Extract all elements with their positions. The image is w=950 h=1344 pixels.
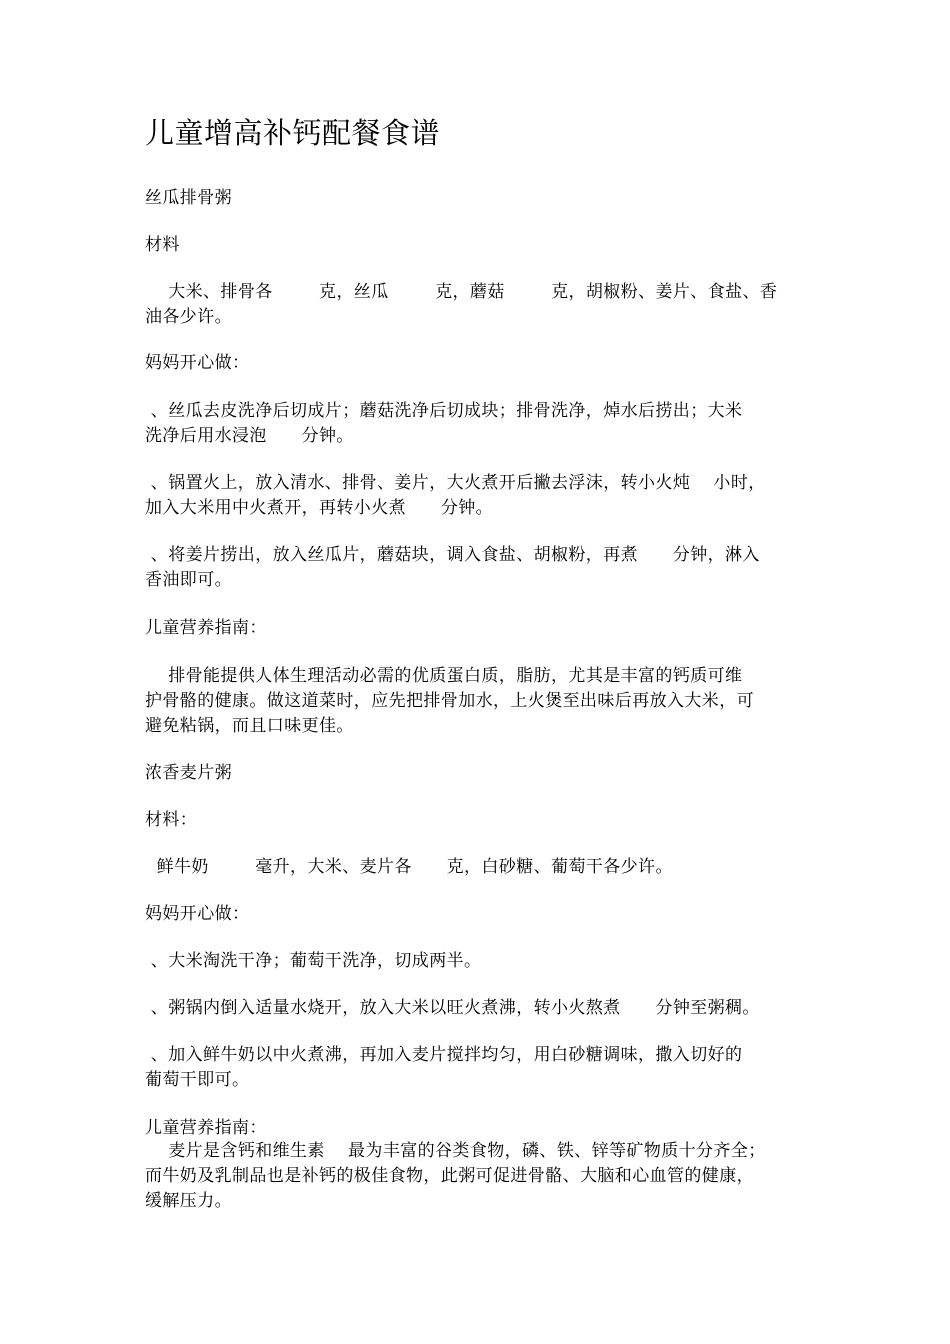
paragraph-line: 香油即可。 — [145, 570, 232, 590]
nutrition-guide-paragraph — [145, 1139, 810, 1214]
step-paragraph — [145, 949, 810, 974]
paragraph-line: 鲜牛奶 毫升，大米、麦片各 克，白砂糖、葡萄干各少许。 — [145, 857, 673, 877]
materials-heading: 材料： — [145, 810, 198, 830]
paragraph-line: 、粥锅内倒入适量水烧开，放入大米以旺火煮沸，转小火熬煮 分钟至粥稠。 — [145, 998, 760, 1018]
recipe-name: 丝瓜排骨粥 — [145, 188, 232, 208]
paragraph-line: 、丝瓜去皮洗净后切成片；蘑菇洗净后切成块；排骨洗净，焯水后捞出；大米 — [145, 401, 743, 421]
paragraph-line: 护骨骼的健康。做这道菜时，应先把排骨加水，上火煲至出味后再放入大米，可 — [145, 691, 754, 711]
paragraph-line: 避免粘锅，而且口味更佳。 — [145, 716, 354, 736]
nutrition-guide-heading: 儿童营养指南： — [145, 1118, 267, 1138]
document-title: 儿童增高补钙配餐食谱 — [145, 116, 441, 150]
paragraph-line: 、大米淘洗干净；葡萄干洗净，切成两半。 — [145, 951, 482, 971]
nutrition-guide-heading: 儿童营养指南： — [145, 618, 267, 638]
paragraph-line: 而牛奶及乳制品也是补钙的极佳食物，此粥可促进骨骼、大脑和心血管的健康， — [145, 1166, 754, 1186]
step-paragraph — [145, 543, 810, 593]
steps-heading: 妈妈开心做： — [145, 353, 250, 373]
paragraph-line: 加入大米用中火煮开，再转小火煮 分钟。 — [145, 498, 494, 518]
paragraph-line: 大米、排骨各 克，丝瓜 克，蘑菇 克，胡椒粉、姜片、食盐、香 — [145, 282, 778, 302]
materials-heading: 材料 — [145, 235, 180, 255]
step-paragraph — [145, 471, 810, 521]
step-paragraph — [145, 1043, 810, 1093]
paragraph-line: 、将姜片捞出，放入丝瓜片，蘑菇块，调入食盐、胡椒粉，再煮 分钟，淋入 — [145, 545, 760, 565]
paragraph-line: 缓解压力。 — [145, 1191, 232, 1211]
materials-paragraph — [145, 280, 810, 330]
paragraph-line: 排骨能提供人体生理活动必需的优质蛋白质，脂肪，尤其是丰富的钙质可维 — [145, 666, 743, 686]
paragraph-line: 洗净后用水浸泡 分钟。 — [145, 426, 354, 446]
recipe-name: 浓香麦片粥 — [145, 763, 232, 783]
step-paragraph — [145, 996, 810, 1021]
paragraph-line: 、锅置火上，放入清水、排骨、姜片，大火煮开后撇去浮沫，转小火炖 小时， — [145, 473, 766, 493]
paragraph-line: 葡萄干即可。 — [145, 1070, 250, 1090]
paragraph-line: 、加入鲜牛奶以中火煮沸，再加入麦片搅拌均匀，用白砂糖调味，撒入切好的 — [145, 1045, 743, 1065]
paragraph-line: 油各少许。 — [145, 307, 232, 327]
materials-paragraph — [145, 855, 810, 880]
step-paragraph — [145, 399, 810, 449]
steps-heading: 妈妈开心做： — [145, 904, 250, 924]
paragraph-line: 麦片是含钙和维生素 最为丰富的谷类食物，磷、铁、锌等矿物质十分齐全； — [145, 1141, 766, 1161]
nutrition-guide-paragraph — [145, 664, 810, 739]
